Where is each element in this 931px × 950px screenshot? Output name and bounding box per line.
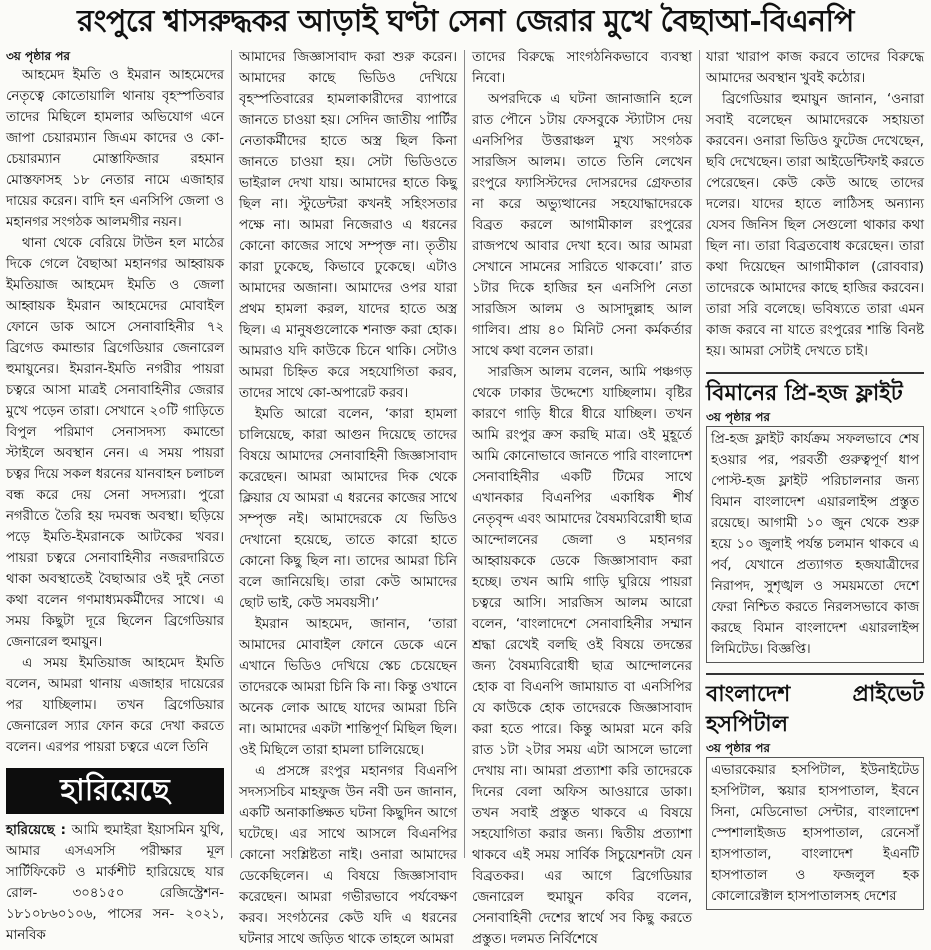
paragraph: তাদের বিরুদ্ধে সাংগঠনিকভাবে ব্যবস্থা নিবো। — [472, 50, 692, 86]
column-3 — [472, 47, 692, 947]
private-hospital-box — [706, 757, 924, 910]
column-1 — [6, 47, 225, 943]
lost-notice-heading: হারিয়েছে — [6, 768, 224, 814]
hajj-flight-heading: বিমানের প্রি-হজ ফ্লাইট — [706, 372, 924, 408]
paragraph: যারা খারাপ কাজ করবে তাদের বিরুদ্ধে আমাদের অবস্থান খুবই কঠোর। — [706, 50, 924, 86]
column-4 — [706, 47, 924, 904]
private-hospital-text: এভারকেয়ার হসপিটাল, ইউনাইটেড হসপিটাল, স্কয়ার হাসপাতাল, ইবনে সিনা, মেডিনোভা সেন্টার, বাংলাদেশ স্পেশালাইজড হাসপাতাল, রেনেসাঁ হাসপাতাল, বাংলাদেশ ইএনটি হাসপাতাল ও ফজলুল হক কোলোরেক্টাল হাসপাতালসহ দেশের — [711, 763, 919, 904]
paragraph: সারজিস আলম বলেন, আমি পঞ্চগড় থেকে ঢাকার উদ্দেশ্যে যাচ্ছিলাম। বৃষ্টির কারণে গাড়ি ধীরে ধীরে যাচ্ছিল। তখন আমি রংপুর ক্রস করছি মাত্র। ওই মুহূর্তে আমি কোনোভাবে জানতে পারি বাংলাদেশ সেনাবাহিনীর একটি টিমের সাথে এখানকার বিএনপির একাধিক শীর্ষ নেতৃবৃন্দ এবং আমাদের বৈষম্যবিরোধী ছাত্র আন্দোলনের জেলা ও মহানগর আহ্বায়ককে ডেকে জিজ্ঞাসাবাদ করা হচ্ছে। তখন আমি গাড়ি ঘুরিয়ে পায়রা চত্বরে আসি। সারজিস আলম আরো বলেন, ‘বাংলাদেশে সেনাবাহিনীর সম্মান শ্রদ্ধা রেখেই বলছি ওই বিষয়ে তদন্তের জন্য বৈষম্যবিরোধী ছাত্র আন্দোলনের হোক বা বিএনপি জামায়াত বা এনসিপির যে কাউকে হোক তাদেরকে জিজ্ঞাসাবাদ করা হতে পারে। কিন্তু আমরা মনে করি রাত ১টা ২টার সময় এটা আসলে ভালো দেখায় না। আমরা প্রত্যাশা করি তাদেরকে দিনের বেলা অফিস আওয়ারে ডাকা। তখন সবাই প্রস্তুত থাকবে এ বিষয়ে সহযোগিতা করার জন্য। দ্বিতীয় প্রত্যাশা থাকবে এই সময় সার্বিক সিচুয়েশনটা যেন বিব্রতকর। এর আগে ব্রিগেডিয়ার জেনারেল হুমায়ুন কবির বলেন, সেনাবাহিনী দেশের স্বার্থে সব কিছু করতে প্রস্তুত। দলমত নির্বিশেষে — [472, 365, 692, 947]
paragraph: থানা থেকে বেরিয়ে টাউন হল মাঠের দিকে গেলে বৈছাআ মহানগর আহ্বায়ক ইমতিয়াজ আহমেদ ইমতি ও জেলা আহ্বায়ক ইমরান আহমেদের মোবাইল ফোনে ডাক আসে সেনাবাহিনীর ৭২ ব্রিগেড কমান্ডার ব্রিগেডিয়ার জেনারেল হুমায়ুনের। ইমরান-ইমতি নগরীর পায়রা চত্বরে আসা মাত্রই সেনাবাহিনীর জেরার মুখে পড়েন তারা। সেখানে ২০টি গাড়িতে বিপুল পরিমাণ সেনাসদস্য কমান্ডো স্টাইলে অবস্থান নেন। এ সময় পায়রা চত্বর দিয়ে সকল ধরনের যানবাহন চলাচল বন্ধ করে দেয় সেনা সদস্যরা। পুরো নগরীতে তৈরি হয় দমবন্ধ অবস্থা। ছড়িয়ে পড়ে ইমতি-ইমরানকে আটকের খবর। পায়রা চত্বরে সেনাবাহিনীর নজরদারিতে থাকা অবস্থাতেই বৈছাআর ওই দুই নেতা কথা বলেন গণমাধ্যমকর্মীদের সাথে। এ সময় কিছুটা দূরে ছিলেন ব্রিগেডিয়ার জেনারেল হুমায়ুন। — [6, 236, 224, 650]
paragraph: ইমতি আরো বলেন, ‘কারা হামলা চালিয়েছে, কারা আগুন দিয়েছে তাদের বিষয়ে আমাদের সেনাবাহিনী জিজ্ঞাসাবাদ করেছেন। আমরা আমাদের দিক থেকে ক্লিয়ার যে আমরা এ ধরনের কাজের সাথে সম্পৃক্ত নই। আমাদেরকে যে ভিডিও দেখানো হয়েছে, তাতে কারো হাতে কোনো কিছু ছিল না। তাদের আমরা চিনি বলে জানিয়েছি। তারা কেউ আমাদের ছোট ভাই, কেউ সমবয়সী।’ — [239, 407, 457, 611]
continued-label: ৩য় পৃষ্ঠার পর — [6, 49, 71, 63]
paragraph: ব্রিগেডিয়ার হুমায়ুন জানান, ‘ওনারা সবাই বলেছেন আমাদেরকে সহায়তা করবেন। ওনারা ভিডিও ফুটেজ দেখেছেন, ছবি দেখেছেন। তারা আইডেন্টিফাই করতে পেরেছেন। কেউ কেউ আছে তাদের দলের। যাদের হাতে লাঠিসহ অন্যান্য যেসব জিনিস ছিল সেগুলো থাকার কথা ছিল না। তারা বিব্রতবোধ করেছেন। তারা কথা দিয়েছেন আগামীকাল (রোববার) তাদেরকে আমাদের কাছে হাজির করবেন। তারা সরি বলেছে। ভবিষ্যতে তারা এমন কাজ করবে না যাতে রংপুরের শান্তি বিনষ্ট হয়। আমরা সেটাই দেখতে চাই। — [706, 92, 924, 359]
paragraph: আহমেদ ইমতি ও ইমরান আহমেদের নেতৃত্বে কোতোয়ালি থানায় বৃহস্পতিবার তাদের মিছিলে হামলার অভিযোগ এনে জাপা চেয়ারম্যান জিএম কাদের ও কো-চেয়ারম্যান মোস্তাফিজার রহমান মোস্তফাসহ ১৮ নেতার নামে এজাহার দায়ের করেন। বাদি হন এনসিপি জেলা ও মহানগর সংগঠক আলমগীর নয়ন। — [6, 68, 224, 230]
column-rule — [231, 50, 232, 858]
paragraph: ইমরান আহমেদ, জানান, ‘তারা আমাদের মোবাইল ফোনে ডেকে এনে এখানে ভিডিও দেখিয়ে স্কেচ চেয়েছেন তাদেরকে আমরা চিনি কি না। কিন্তু ওখানে অনেক লোক আছে যাদের আমরা চিনি না। আমাদের একটা শান্তিপূর্ণ মিছিল ছিল। ওই মিছিলে তারা হামলা চালিয়েছে। — [239, 617, 457, 758]
column-rule — [464, 50, 465, 858]
hajj-flight-box — [706, 426, 924, 663]
lost-notice-lead: হারিয়েছে : — [6, 823, 66, 838]
hajj-flight-text: প্রি-হজ ফ্লাইট কার্যক্রম সফলভাবে শেষ হওয়ার পর, পরবর্তী গুরুত্বপূর্ণ ধাপ পোস্ট-হজ ফ্লাইট পরিচালনার জন্য বিমান বাংলাদেশ এয়ারলাইন্স প্রস্তুত রয়েছে। আগামী ১০ জুন থেকে শুরু হয়ে ১০ জুলাই পর্যন্ত চলমান থাকবে এ পর্ব, যেখানে প্রত্যাগত হজযাত্রীদের নিরাপদ, সুশৃঙ্খল ও সময়মতো দেশে ফেরা নিশ্চিত করতে নিরলসভাবে কাজ করছে বিমান বাংলাদেশ এয়ারলাইন্স লিমিটেড। বিজ্ঞপ্তি। — [711, 432, 919, 657]
paragraph: এ প্রসঙ্গে রংপুর মহানগর বিএনপি সদস্যসচিব মাহফুজ উন নবী ডন জানান, একটি অনাকাঙ্ক্ষিত ঘটনা কিছুদিন আগে ঘটেছে। এর সাথে আসলে বিএনপির কোনো সংশ্লিষ্টতা নাই। ওনারা আমাদের ডেকেছিলেন। এ বিষয়ে জিজ্ঞাসাবাদ করেছেন। আমরা গভীরভাবে পর্যবেক্ষণ করব। সংগঠনের কেউ যদি এ ধরনের ঘটনার সাথে জড়িত থাকে তাহলে আমরা — [239, 764, 457, 947]
headline: রংপুরে শ্বাসরুদ্ধকর আড়াই ঘণ্টা সেনা জেরার মুখে বৈছাআ-বিএনপি — [77, 4, 854, 39]
column-rule — [699, 50, 700, 858]
lost-notice-text — [6, 820, 224, 946]
paragraph: এ সময় ইমতিয়াজ আহমেদ ইমতি বলেন, আমরা থানায় এজাহার দায়েরের পর যাচ্ছিলাম। তখন ব্রিগেডিয়ার জেনারেল স্যার ফোন করে দেখা করতে বলেন। এরপর পায়রা চত্বরে এলে তিনি — [6, 656, 224, 755]
lost-notice-body: আমি হুমাইরা ইয়াসমিন যুথি, আমার এসএসসি পরীক্ষার মূল সার্টিফিকেট ও মার্কশীট হারিয়েছে যার রোল- ৩০৪১৫০ রেজিস্ট্রেশন- ১৮১০৮৬০১০৬, পাসের সন- ২০২১, মানবিক — [6, 823, 225, 943]
continued-label: ৩য় পৃষ্ঠার পর — [706, 741, 771, 755]
continued-label: ৩য় পৃষ্ঠার পর — [706, 410, 771, 424]
column-2 — [239, 47, 457, 947]
paragraph: আমাদের জিজ্ঞাসাবাদ করা শুরু করেন। আমাদের কাছে ভিডিও দেখিয়ে বৃহস্পতিবারের হামলাকারীদের ব্যাপারে জানতে চাওয়া হয়। সেদিন জাতীয় পার্টির নেতাকর্মীদের হাতে অস্ত্র ছিল কিনা জানতে চাওয়া হয়। সেটা ভিডিওতে ভাইরাল দেখা যায়। আমাদের হাতে কিছু ছিল না। স্টুডেন্টরা কখনই সহিংসতার পক্ষে না। আমরা নিজেরাও এ ধরনের কোনো কাজের সাথে সম্পৃক্ত না। তৃতীয় কারা ঢুকেছে, কিভাবে ঢুকেছে। এটাও আমাদের অজানা। আমাদের ওপর যারা প্রথম হামলা করল, যাদের হাতে অস্ত্র ছিল। এ মানুষগুলোকে শনাক্ত করা হোক। আমরাও যদি কাউকে চিনে থাকি। সেটাও আমরা চিহ্নিত করে সহযোগিতা করব, তাদের সাথে কো-অপারেট করব। — [239, 50, 457, 401]
paragraph: অপরদিকে এ ঘটনা জানাজানি হলে রাত পৌনে ১টায় ফেসবুকে স্ট্যাটাস দেয় এনসিপির উত্তরাঞ্চল মুখ্য সংগঠক সারজিস আলম। তাতে তিনি লেখেন রংপুরে ফ্যাসিস্টদের দোসরদের গ্রেফতার না করে অভ্যুত্থানের সহযোদ্ধাদেরকে বিব্রত করলে আগামীকাল রংপুরের রাজপথে আবার দেখা হবে। আর আমরা সেখানে সামনের সারিতে থাকবো।’ রাত ১টার দিকে হাজির হন এনসিপি নেতা সারজিস আলম ও আসাদুল্লাহ আল গালিব। প্রায় ৪০ মিনিট সেনা কর্মকর্তার সাথে কথা বলেন তারা। — [472, 92, 692, 359]
private-hospital-heading: বাংলাদেশ প্রাইভেট হসপিটাল — [706, 673, 924, 739]
